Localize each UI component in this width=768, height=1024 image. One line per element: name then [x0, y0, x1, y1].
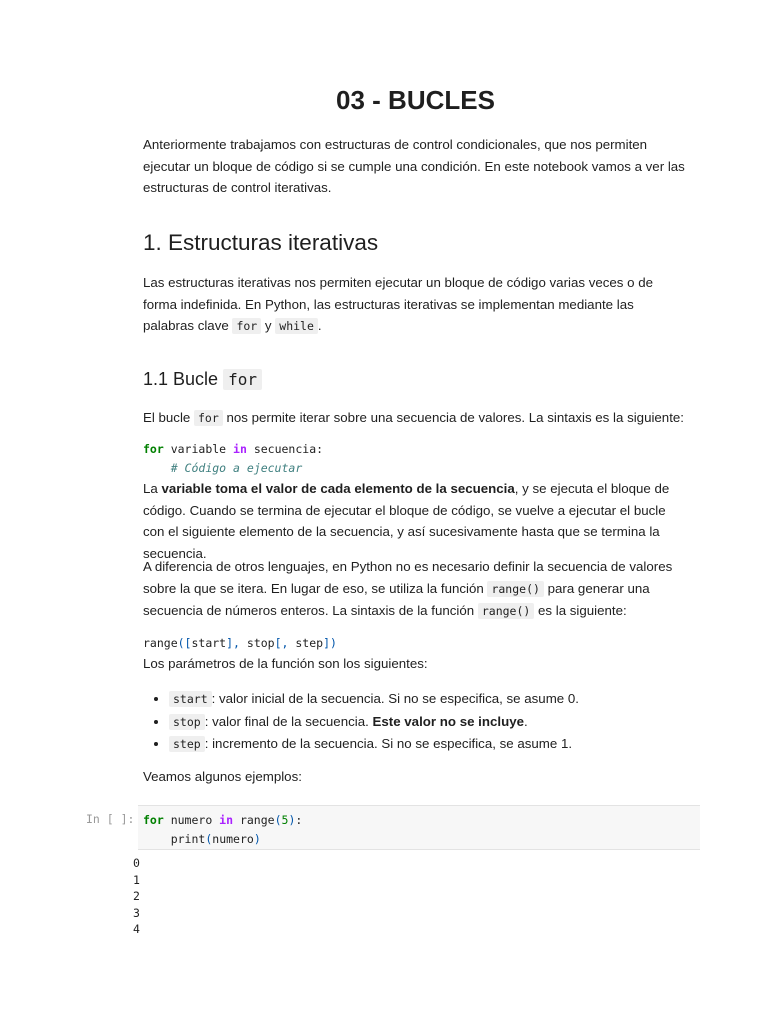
output-line: 2	[133, 889, 140, 903]
list-item: • stop : valor final de la secuencia. Este valor no se incluye.	[169, 711, 579, 734]
code-cell-source[interactable]: for numero in range(5): print(numero)	[143, 813, 303, 846]
output-line: 4	[133, 922, 140, 936]
inline-code-step: step	[169, 736, 205, 752]
intro-paragraph: Anteriormente trabajamos con estructuras de control condicionales, que nos permiten ejecutar un bloque de código si se cumple una condición. En este notebook vamos a ver las estructuras de control iterativas.	[143, 137, 685, 196]
section-heading-1: 1. Estructuras iterativas	[143, 230, 379, 255]
output-line: 0	[133, 856, 140, 870]
params-intro: Los parámetros de la función son los siguientes:	[143, 656, 428, 671]
list-item: • step : incremento de la secuencia. Si no se especifica, se asume 1.	[169, 733, 579, 756]
inline-code-start: start	[169, 691, 212, 707]
for-intro-paragraph: El bucle for nos permite iterar sobre una secuencia de valores. La sintaxis es la siguiente:	[143, 410, 684, 425]
range-paragraph: A diferencia de otros lenguajes, en Python no es necesario definir la secuencia de valores sobre la que se itera. En lugar de eso, se utiliza la función range() para generar una secuencia de números enteros. La sintaxis de la función range() es la siguiente:	[143, 559, 673, 619]
output-line: 3	[133, 905, 140, 920]
cell-prompt: In [ ]:	[86, 812, 135, 826]
examples-intro: Veamos algunos ejemplos:	[143, 769, 302, 784]
inline-code-range: range()	[487, 581, 543, 597]
inline-code-for: for	[194, 410, 223, 426]
for-syntax-code-block: for variable in secuencia: # Código a ejecutar	[143, 442, 324, 475]
output-line: 1	[133, 872, 140, 887]
section-heading-1-1: 1.1 Bucle for	[143, 366, 262, 393]
code-cell-input[interactable]	[138, 805, 700, 850]
code-cell-output	[133, 855, 140, 938]
inline-code-for: for	[232, 318, 261, 334]
inline-code-while: while	[275, 318, 318, 334]
page-title: 03 - BUCLES	[336, 85, 495, 115]
range-syntax-code-block: range([start], stop[, step])	[143, 636, 337, 650]
params-list	[143, 688, 579, 756]
heading-code-for: for	[223, 369, 262, 390]
list-item: • start : valor inicial de la secuencia. Si no se especifica, se asume 0.	[169, 688, 579, 711]
section1-paragraph: Las estructuras iterativas nos permiten ejecutar un bloque de código varias veces o de forma indefinida. En Python, las estructuras iterativas se implementan mediante las palabras clave for y while .	[143, 275, 654, 334]
inline-code-stop: stop	[169, 714, 205, 730]
inline-code-range: range()	[478, 603, 534, 619]
for-explanation-paragraph: La variable toma el valor de cada elemento de la secuencia, y se ejecuta el bloque de código. Cuando se termina de ejecutar el bloque de código, se vuelve a ejecutar el bucle con el siguiente elemento de la secuencia, y así sucesivamente hasta que se termina la secuencia.	[143, 481, 670, 562]
